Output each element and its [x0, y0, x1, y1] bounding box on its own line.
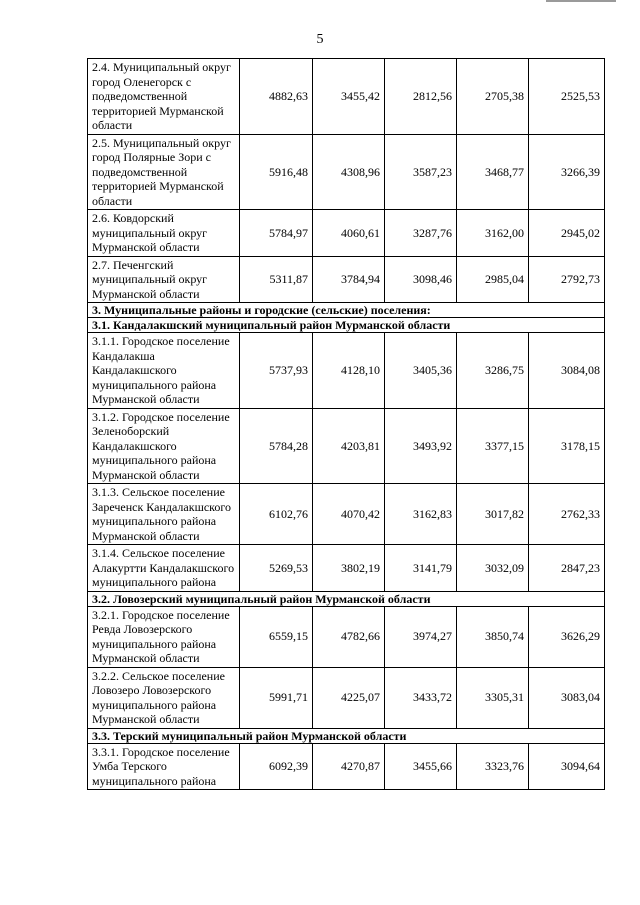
value-cell: 3287,76 — [385, 210, 457, 257]
value-cell: 2847,23 — [529, 545, 605, 592]
value-cell: 6092,39 — [240, 743, 313, 790]
value-cell: 6102,76 — [240, 484, 313, 545]
value-cell: 3468,77 — [457, 134, 529, 210]
corner-scan-mark — [546, 0, 616, 2]
value-cell: 3032,09 — [457, 545, 529, 592]
section-title: 3.3. Терский муниципальный район Мурманской области — [88, 728, 605, 743]
value-cell: 2762,33 — [529, 484, 605, 545]
value-cell: 5784,28 — [240, 408, 313, 484]
value-cell: 5737,93 — [240, 333, 313, 409]
page-number: 5 — [316, 32, 324, 47]
value-cell: 3377,15 — [457, 408, 529, 484]
value-cell: 3017,82 — [457, 484, 529, 545]
value-cell: 3974,27 — [385, 606, 457, 667]
table-row — [88, 408, 605, 484]
value-cell: 5269,53 — [240, 545, 313, 592]
row-name-cell: 2.5. Муниципальный округ город Полярные Зори с подведомственной территорией Мурманской области — [88, 134, 240, 210]
value-cell: 2945,02 — [529, 210, 605, 257]
value-cell: 2792,73 — [529, 256, 605, 303]
row-name-cell: 3.1.2. Городское поселение Зеленоборский Кандалакшского муниципального района Мурманской области — [88, 408, 240, 484]
value-cell: 4070,42 — [313, 484, 385, 545]
value-cell: 3784,94 — [313, 256, 385, 303]
value-cell: 4225,07 — [313, 667, 385, 728]
table-row — [88, 484, 605, 545]
value-cell: 3286,75 — [457, 333, 529, 409]
value-cell: 3433,72 — [385, 667, 457, 728]
value-cell: 4203,81 — [313, 408, 385, 484]
table-row — [88, 256, 605, 303]
value-cell: 4882,63 — [240, 59, 313, 135]
section-header-row — [88, 318, 605, 333]
section-title: 3.2. Ловозерский муниципальный район Мурманской области — [88, 591, 605, 606]
value-cell: 3626,29 — [529, 606, 605, 667]
value-cell: 5784,97 — [240, 210, 313, 257]
value-cell: 4270,87 — [313, 743, 385, 790]
tariff-table — [87, 58, 605, 790]
row-name-cell: 3.2.2. Сельское поселение Ловозеро Ловозерского муниципального района Мурманской области — [88, 667, 240, 728]
value-cell: 3455,42 — [313, 59, 385, 135]
row-name-cell: 3.3.1. Городское поселение Умба Терского муниципального района — [88, 743, 240, 790]
value-cell: 2812,56 — [385, 59, 457, 135]
value-cell: 2705,38 — [457, 59, 529, 135]
value-cell: 3323,76 — [457, 743, 529, 790]
value-cell: 3178,15 — [529, 408, 605, 484]
section-title: 3.1. Кандалакшский муниципальный район Мурманской области — [88, 318, 605, 333]
value-cell: 3802,19 — [313, 545, 385, 592]
table-row — [88, 134, 605, 210]
value-cell: 3455,66 — [385, 743, 457, 790]
value-cell: 4060,61 — [313, 210, 385, 257]
value-cell: 3084,08 — [529, 333, 605, 409]
value-cell: 6559,15 — [240, 606, 313, 667]
value-cell: 3587,23 — [385, 134, 457, 210]
value-cell: 3083,04 — [529, 667, 605, 728]
value-cell: 3493,92 — [385, 408, 457, 484]
value-cell: 3162,83 — [385, 484, 457, 545]
value-cell: 3141,79 — [385, 545, 457, 592]
value-cell: 3850,74 — [457, 606, 529, 667]
value-cell: 5916,48 — [240, 134, 313, 210]
section-header-row — [88, 303, 605, 318]
table-row — [88, 743, 605, 790]
value-cell: 3162,00 — [457, 210, 529, 257]
value-cell: 4308,96 — [313, 134, 385, 210]
table-row — [88, 606, 605, 667]
row-name-cell: 3.1.4. Сельское поселение Алакуртти Кандалакшского муниципального района — [88, 545, 240, 592]
value-cell: 5311,87 — [240, 256, 313, 303]
row-name-cell: 3.1.3. Сельское поселение Зареченск Кандалакшского муниципального района Мурманской области — [88, 484, 240, 545]
row-name-cell: 2.7. Печенгский муниципальный округ Мурманской области — [88, 256, 240, 303]
section-title: 3. Муниципальные районы и городские (сельские) поселения: — [88, 303, 605, 318]
value-cell: 2525,53 — [529, 59, 605, 135]
value-cell: 2985,04 — [457, 256, 529, 303]
table-row — [88, 59, 605, 135]
row-name-cell: 2.4. Муниципальный округ город Оленегорск с подведомственной территорией Мурманской области — [88, 59, 240, 135]
value-cell: 3266,39 — [529, 134, 605, 210]
table-row — [88, 545, 605, 592]
row-name-cell: 3.2.1. Городское поселение Ревда Ловозерского муниципального района Мурманской области — [88, 606, 240, 667]
row-name-cell: 3.1.1. Городское поселение Кандалакша Кандалакшского муниципального района Мурманской области — [88, 333, 240, 409]
value-cell: 3094,64 — [529, 743, 605, 790]
table-row — [88, 667, 605, 728]
row-name-cell: 2.6. Ковдорский муниципальный округ Мурманской области — [88, 210, 240, 257]
table-row — [88, 210, 605, 257]
value-cell: 3305,31 — [457, 667, 529, 728]
section-header-row — [88, 728, 605, 743]
value-cell: 4782,66 — [313, 606, 385, 667]
value-cell: 5991,71 — [240, 667, 313, 728]
section-header-row — [88, 591, 605, 606]
value-cell: 3098,46 — [385, 256, 457, 303]
value-cell: 3405,36 — [385, 333, 457, 409]
table-row — [88, 333, 605, 409]
value-cell: 4128,10 — [313, 333, 385, 409]
table-body — [88, 59, 605, 790]
